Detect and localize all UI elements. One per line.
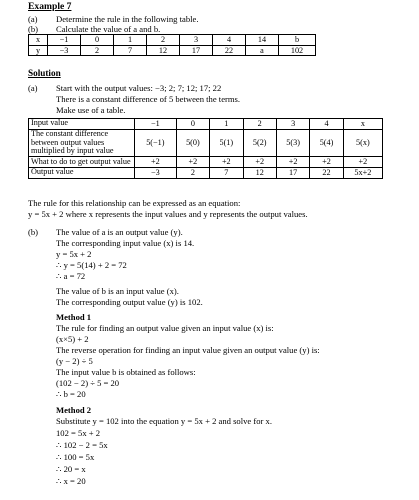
table-cell: +2 [276,157,309,168]
question-b [28,24,160,34]
example-title: Example 7 [28,1,72,12]
row-label: The constant difference between output values multiplied by input value [29,129,135,157]
input-output-table [28,34,316,56]
table-cell: 1 [210,119,243,130]
table-cell: 14 [246,35,279,46]
part-b-line: The value of a is an output value (y). [56,227,183,237]
table-cell: +2 [243,157,276,168]
table-cell: 5(x) [343,129,382,157]
method-1-line: The rule for finding an output value given an input value (x) is: [56,323,274,333]
table-row-difference [29,129,383,157]
part-b-label: (b) [28,227,39,237]
table-cell: +2 [210,157,243,168]
table-cell: −1 [48,35,81,46]
table-cell: 3 [180,35,213,46]
table-cell: 12 [243,167,276,178]
rule-line-2: y = 5x + 2 where x represents the input values and y represents the output values. [28,209,308,219]
method-1-title: Method 1 [56,312,92,322]
method-1-line: The reverse operation for finding an input value given an output value (y) is: [56,345,320,355]
table-cell: x [343,119,382,130]
method-2-line: 102 = 5x + 2 [56,428,101,438]
method-2-line: ∴ 102 − 2 = 5x [56,440,108,450]
table-cell: 7 [210,167,243,178]
part-b-line: ∴ y = 5(14) + 2 = 72 [56,260,127,270]
part-b-line: The corresponding input value (x) is 14. [56,238,195,248]
table-cell: 5(1) [210,129,243,157]
method-2-title: Method 2 [56,405,92,415]
table-cell: 5x+2 [343,167,382,178]
question-b-text: Calculate the value of a and b. [56,24,161,34]
part-b-line: The value of b is an input value (x). [56,286,179,296]
method-1-line: (y − 2) ÷ 5 [56,356,93,366]
question-b-label: (b) [28,24,39,34]
table-cell: −3 [48,45,81,56]
method-1-line: The input value b is obtained as follows: [56,367,196,377]
table-cell: 5(−1) [135,129,177,157]
table-cell: 5(0) [176,129,209,157]
table-cell: 0 [81,35,114,46]
table-cell: +2 [176,157,209,168]
table-row-output [29,167,383,178]
row-label: Input value [29,119,135,130]
table-row-add [29,157,383,168]
part-b-line: y = 5x + 2 [56,249,92,259]
method-2-line: ∴ 20 = x [56,464,86,474]
part-b-line: The corresponding output value (y) is 102. [56,297,203,307]
question-a [28,14,198,24]
table-cell: 2 [147,35,180,46]
rule-line-1: The rule for this relationship can be expressed as an equation: [28,198,241,208]
table-cell: a [246,45,279,56]
table-row-x [29,35,316,46]
method-1-line: (x×5) + 2 [56,334,89,344]
table-cell: +2 [310,157,343,168]
table-cell: 2 [243,119,276,130]
part-a-line-1: Start with the output values: −3; 2; 7; 12; 17; 22 [56,83,222,93]
table-cell: −1 [135,119,177,130]
table-cell: +2 [343,157,382,168]
table-cell: 17 [276,167,309,178]
table-cell: 22 [310,167,343,178]
table-cell: 12 [147,45,180,56]
method-2-line: Substitute y = 102 into the equation y = 5x + 2 and solve for x. [56,416,272,426]
table-cell: x [29,35,48,46]
question-a-text: Determine the rule in the following table. [56,14,199,24]
part-a-line-2: There is a constant difference of 5 between the terms. [56,94,241,104]
table-cell: y [29,45,48,56]
table-cell: 102 [279,45,316,56]
rule-table [28,118,383,179]
part-b-line: ∴ a = 72 [56,271,86,281]
solution-heading: Solution [28,68,61,78]
table-cell: 5(3) [276,129,309,157]
row-label: Output value [29,167,135,178]
table-row-y [29,45,316,56]
table-cell: 0 [176,119,209,130]
table-cell: 1 [114,35,147,46]
table-cell: 5(4) [310,129,343,157]
table-cell: 22 [213,45,246,56]
table-cell: 2 [81,45,114,56]
table-row-input [29,119,383,130]
table-cell: −3 [135,167,177,178]
table-cell: +2 [135,157,177,168]
method-1-line: (102 − 2) ÷ 5 = 20 [56,378,120,388]
method-2-line: ∴ 100 = 5x [56,452,95,462]
table-cell: 2 [176,167,209,178]
table-cell: 4 [310,119,343,130]
part-a-line-3: Make use of a table. [56,105,126,115]
method-2-line: ∴ x = 20 [56,476,86,486]
question-a-label: (a) [28,14,38,24]
table-cell: 3 [276,119,309,130]
row-label: What to do to get output value [29,157,135,168]
table-cell: 7 [114,45,147,56]
part-a-label: (a) [28,83,38,93]
table-cell: 17 [180,45,213,56]
table-cell: b [279,35,316,46]
method-1-line: ∴ b = 20 [56,389,86,399]
table-cell: 4 [213,35,246,46]
table-cell: 5(2) [243,129,276,157]
